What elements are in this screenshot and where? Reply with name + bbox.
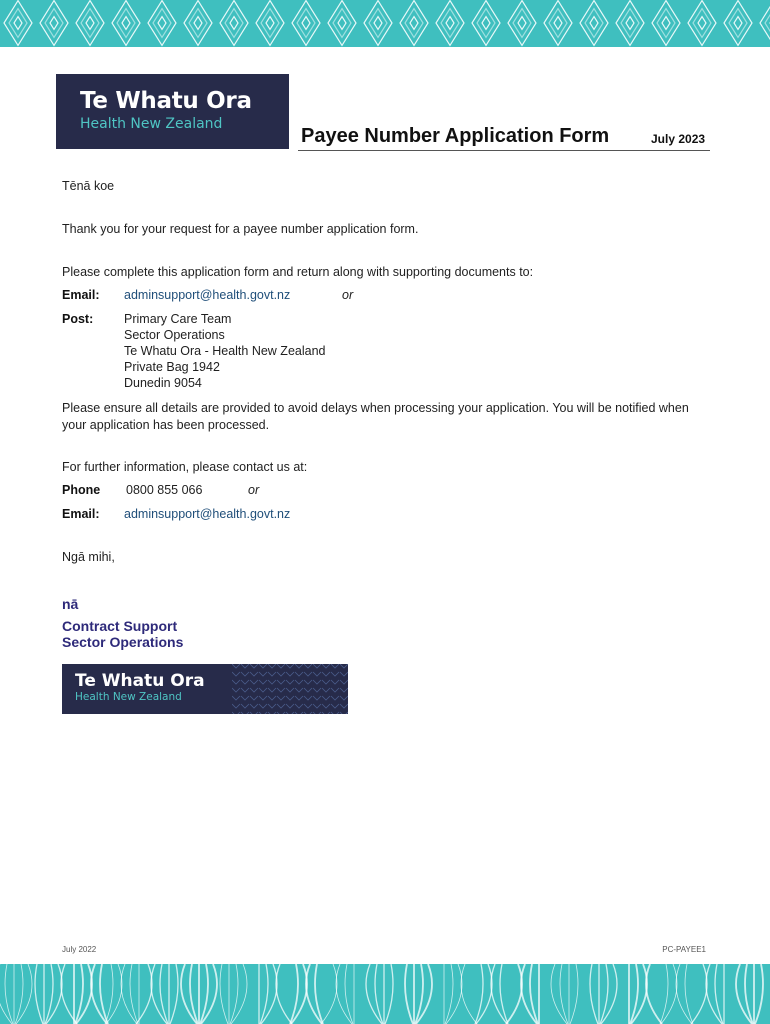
footer-code: PC-PAYEE1 — [662, 945, 706, 954]
signature-from: nā — [62, 596, 79, 612]
phone-label: Phone — [62, 483, 101, 497]
bottom-pattern-graphic — [0, 964, 770, 1024]
address-line: Private Bag 1942 — [124, 360, 220, 374]
closing-text: Ngā mihi, — [62, 550, 115, 564]
address-line: Te Whatu Ora - Health New Zealand — [124, 344, 326, 358]
top-pattern-graphic — [0, 0, 770, 47]
signature-logo-line1: Te Whatu Ora — [75, 671, 205, 691]
thanks-text: Thank you for your request for a payee number application form. — [62, 222, 419, 236]
or-text-2: or — [248, 483, 260, 497]
title-underline — [298, 150, 710, 151]
signature-logo-line2: Health New Zealand — [75, 691, 182, 703]
or-text: or — [342, 288, 354, 302]
phone-number[interactable]: 0800 855 066 — [126, 483, 203, 497]
instruction-text: Please complete this application form and return along with supporting documents to: — [62, 265, 534, 279]
email-label: Email: — [62, 288, 100, 302]
email-link[interactable]: adminsupport@health.govt.nz — [124, 288, 291, 302]
signature-line1: Contract Support — [62, 618, 178, 634]
form-title: Payee Number Application Form — [301, 125, 610, 147]
top-pattern-banner — [0, 0, 770, 47]
address-line: Dunedin 9054 — [124, 376, 202, 390]
logo-line2: Health New Zealand — [80, 116, 223, 132]
form-date: July 2023 — [651, 132, 706, 146]
email-label-2: Email: — [62, 507, 100, 521]
postal-address — [124, 311, 325, 391]
signature-line2: Sector Operations — [62, 634, 184, 650]
ensure-paragraph: Please ensure all details are provided to avoid delays when processing your application. You will be notified when your application has been processed. — [62, 401, 689, 432]
address-line: Primary Care Team — [124, 312, 232, 326]
further-info-text: For further information, please contact us at: — [62, 460, 308, 474]
bottom-pattern-banner — [0, 964, 770, 1024]
footer-date: July 2022 — [62, 945, 97, 954]
email-link-2[interactable]: adminsupport@health.govt.nz — [124, 507, 291, 521]
address-line: Sector Operations — [124, 328, 225, 342]
logo-line1: Te Whatu Ora — [80, 88, 252, 114]
logo-pattern-graphic — [232, 664, 348, 714]
signature-logo — [62, 664, 348, 714]
te-whatu-ora-logo — [56, 74, 289, 149]
post-label: Post: — [62, 312, 94, 326]
greeting: Tēnā koe — [62, 179, 115, 193]
